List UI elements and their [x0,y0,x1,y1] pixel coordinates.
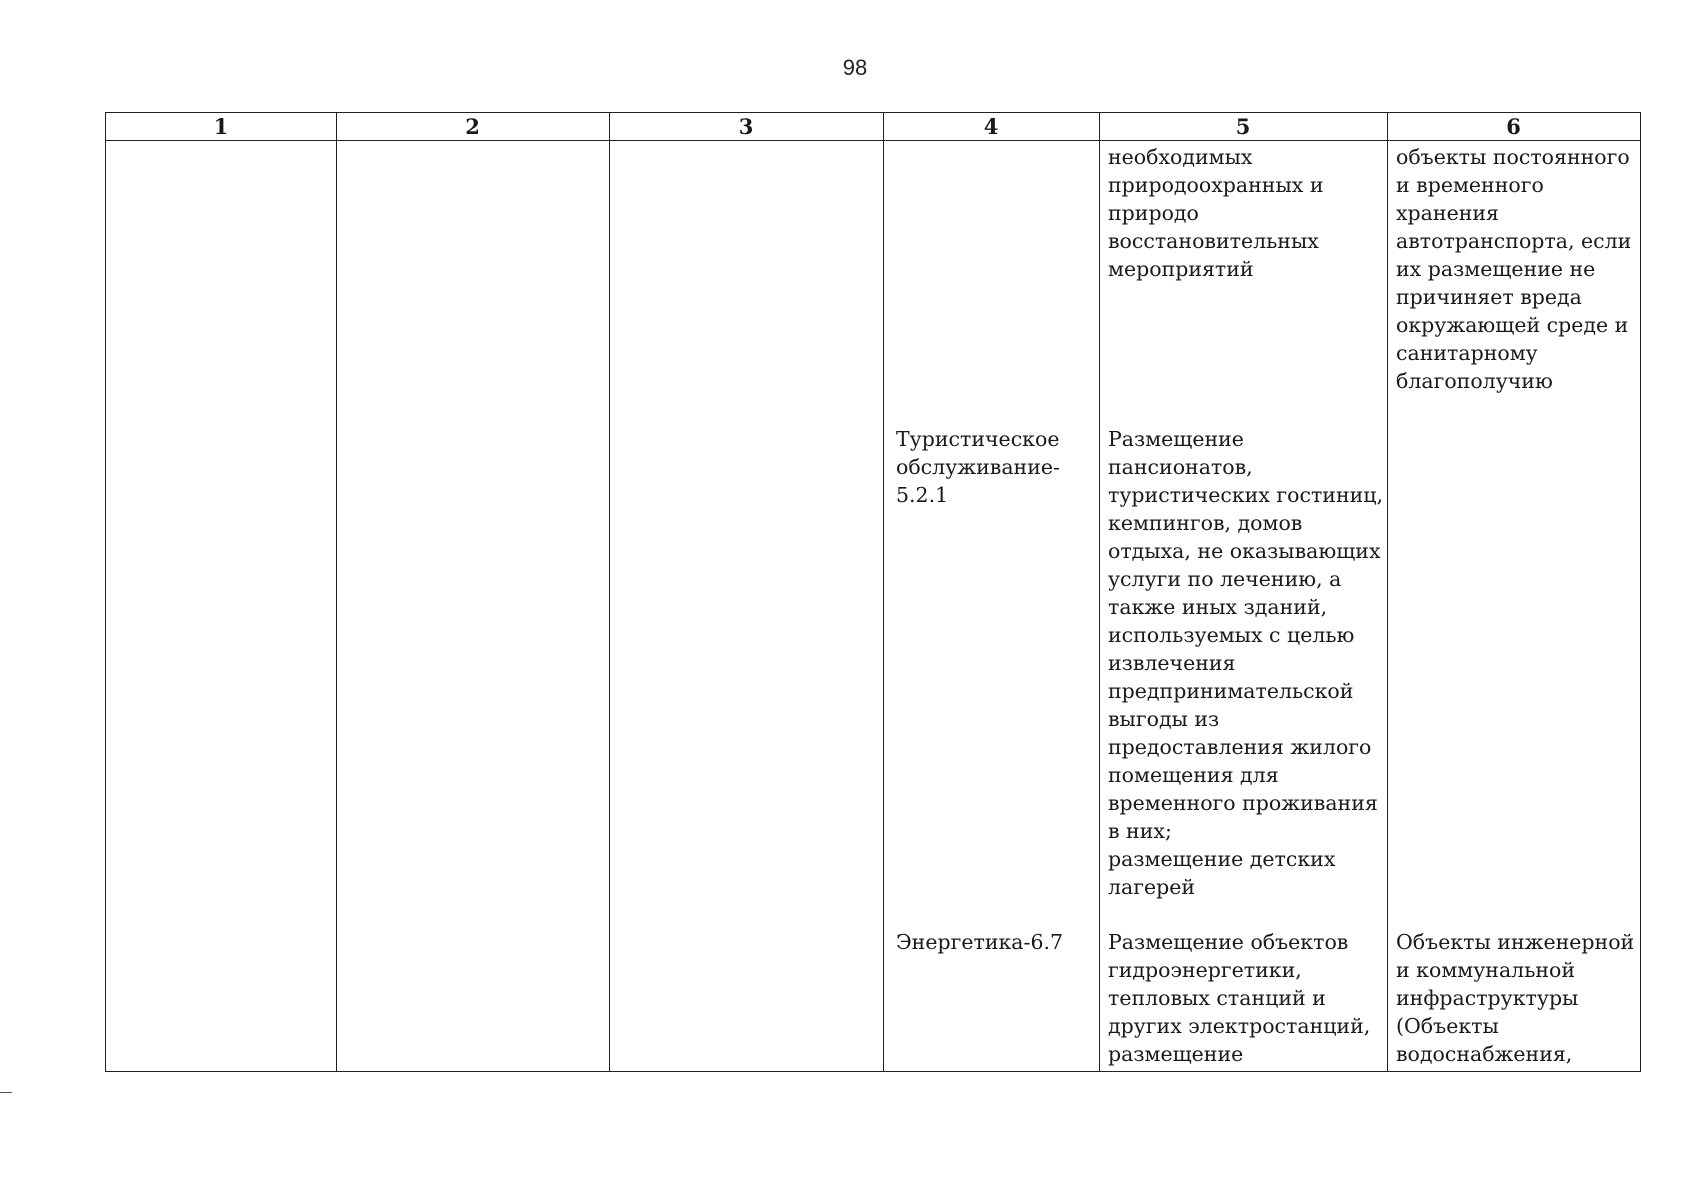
header-cell-3: 3 [738,114,754,139]
row2-use-type: Туристическое обслуживание- 5.2.1 [896,427,1060,507]
table-header-row [106,113,1640,141]
row1-auxiliary-use: объекты постоянного и временного хранения автотранспорта, если их размещение не причиняет вреда окружающей среде и санитарному благополучию [1396,145,1632,393]
header-cell-5: 5 [1235,114,1251,139]
column-divider-2-3 [609,113,610,1071]
row3-permitted-use-description: Размещение объектов гидроэнергетики, тепловых станций и других электростанций, размещение [1108,930,1371,1066]
row3-use-type: Энергетика-6.7 [896,930,1064,954]
row2-permitted-use-description: Размещение пансионатов, туристических гостиниц, кемпингов, домов отдыха, не оказывающих услуги по лечению, а также иных зданий, используемых с целью извлечения предпринимательской выгоды из предоставления жилого помещения для временного проживания в них; размещение детских лагерей [1108,427,1383,899]
row3-auxiliary-use: Объекты инженерной и коммунальной инфраструктуры (Объекты водоснабжения, [1396,930,1635,1066]
header-cell-2: 2 [465,114,480,139]
header-cell-6: 6 [1506,114,1521,139]
margin-tick-mark [0,1092,12,1093]
row1-permitted-use-description: необходимых природоохранных и природо восстановительных мероприятий [1108,145,1324,281]
column-divider-3-4 [883,113,884,1071]
column-divider-4-5 [1099,113,1100,1071]
header-cell-4: 4 [983,114,999,139]
column-divider-1-2 [336,113,337,1071]
regulation-table [105,112,1641,1072]
header-cell-1: 1 [213,114,229,139]
page-number: 98 [842,55,868,80]
